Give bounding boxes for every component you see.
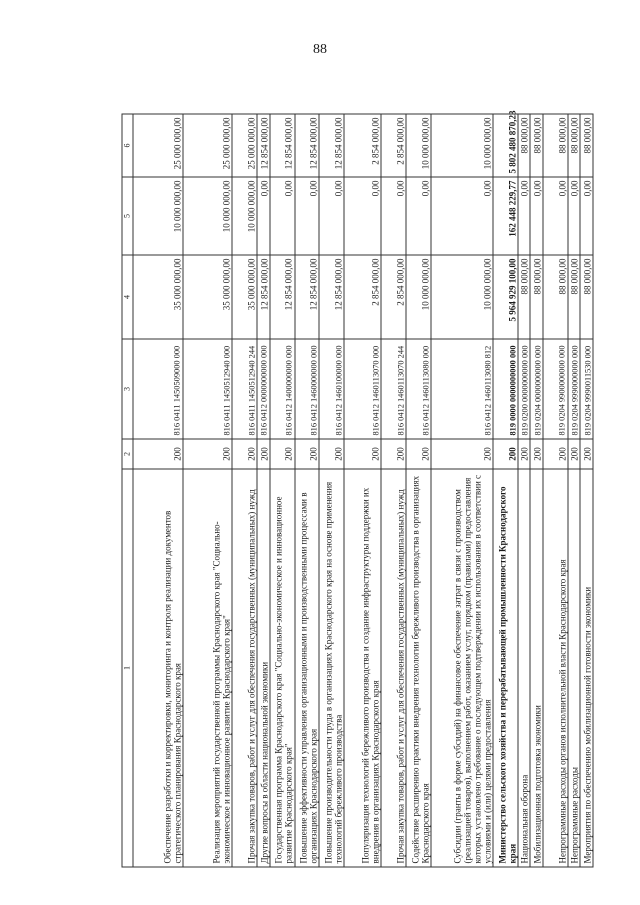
row-value-change: 0,00 xyxy=(381,177,406,255)
row-value-final: 2 854 000,00 xyxy=(381,114,406,177)
row-value-final: 88 000,00 xyxy=(543,114,568,177)
table-row xyxy=(257,114,270,867)
budget-table-rotated xyxy=(122,110,594,868)
column-header: 6 xyxy=(122,114,133,177)
row-value-approved: 88 000,00 xyxy=(580,255,593,339)
page-number: 88 xyxy=(313,42,327,57)
row-code: 200 xyxy=(543,439,568,469)
row-kbk: 816 0412 1460113080 000 xyxy=(406,339,431,439)
row-value-change: 0,00 xyxy=(543,177,568,255)
row-code: 200 xyxy=(270,439,295,469)
row-description: Реализация мероприятий государственной программы Краснодарского края "Социально-экономическое и инновационное развитие Краснодарского края" xyxy=(183,469,233,867)
row-value-final: 10 000 000,00 xyxy=(406,114,431,177)
row-value-approved: 88 000,00 xyxy=(543,255,568,339)
row-description: Мероприятия по обеспечению мобилизационной готовности экономики xyxy=(580,469,593,867)
row-description: Министерство сельского хозяйства и перерабатывающей промышленности Краснодарского края xyxy=(493,469,518,867)
row-code: 200 xyxy=(319,439,344,469)
row-value-approved: 88 000,00 xyxy=(530,255,543,339)
row-kbk: 816 0412 1460100000 000 xyxy=(319,339,344,439)
table-row xyxy=(530,114,543,867)
row-value-final: 12 854 000,00 xyxy=(319,114,344,177)
column-header: 2 xyxy=(122,439,133,469)
row-kbk: 819 0204 0000000000 000 xyxy=(530,339,543,439)
row-value-change: 0,00 xyxy=(295,177,320,255)
row-value-change: 0,00 xyxy=(530,177,543,255)
row-value-final: 12 854 000,00 xyxy=(270,114,295,177)
row-value-final: 10 000 000,00 xyxy=(431,114,493,177)
table-row xyxy=(406,114,431,867)
row-description: Субсидии (гранты в форме субсидий) на финансовое обеспечение затрат в связи с производством (реализацией товаров), выполнением работ, оказанием услуг, порядком (правилами) предоставления которых установлено требование о последующем подтверждении их использования в соответствии с условиями и (или) целями предоставления xyxy=(431,469,493,867)
table-row xyxy=(580,114,593,867)
row-value-final: 25 000 000,00 xyxy=(232,114,257,177)
row-code: 200 xyxy=(406,439,431,469)
row-code: 200 xyxy=(431,439,493,469)
column-header: 5 xyxy=(122,177,133,255)
row-code: 200 xyxy=(568,439,581,469)
row-value-final: 88 000,00 xyxy=(530,114,543,177)
row-value-change: 0,00 xyxy=(319,177,344,255)
column-header: 3 xyxy=(122,339,133,439)
row-value-change: 0,00 xyxy=(257,177,270,255)
row-code: 200 xyxy=(257,439,270,469)
row-value-change: 0,00 xyxy=(431,177,493,255)
table-row xyxy=(543,114,568,867)
row-value-final: 25 000 000,00 xyxy=(183,114,233,177)
row-value-change: 0,00 xyxy=(568,177,581,255)
row-description: Повышение производительности труда в организациях Краснодарского края на основе применения технологий бережливого производства xyxy=(319,469,344,867)
table-row xyxy=(344,114,381,867)
column-header: 4 xyxy=(122,255,133,339)
row-value-approved: 5 964 929 100,00 xyxy=(493,255,518,339)
row-kbk: 816 0412 1460000000 000 xyxy=(295,339,320,439)
row-value-approved: 12 854 000,00 xyxy=(257,255,270,339)
row-description: Содействие расширению практики внедрения технологии бережливого производства в организациях Краснодарского края xyxy=(406,469,431,867)
row-kbk: 816 0411 1450512940 244 xyxy=(232,339,257,439)
row-value-change: 0,00 xyxy=(518,177,531,255)
table-row xyxy=(518,114,531,867)
row-value-final: 5 802 480 870,23 xyxy=(493,114,518,177)
row-value-final: 12 854 000,00 xyxy=(295,114,320,177)
row-kbk: 816 0412 1400000000 000 xyxy=(270,339,295,439)
row-value-change: 0,00 xyxy=(344,177,381,255)
table-row xyxy=(381,114,406,867)
row-description: Непрограммные расходы органов исполнительной власти Краснодарского края xyxy=(543,469,568,867)
row-value-approved: 10 000 000,00 xyxy=(406,255,431,339)
row-value-final: 88 000,00 xyxy=(568,114,581,177)
row-code: 200 xyxy=(133,439,183,469)
row-value-approved: 12 854 000,00 xyxy=(270,255,295,339)
row-value-change: 10 000 000,00 xyxy=(183,177,233,255)
row-description: Мобилизационная подготовка экономики xyxy=(530,469,543,867)
row-code: 200 xyxy=(493,439,518,469)
row-code: 200 xyxy=(344,439,381,469)
row-kbk: 819 0204 9900000000 000 xyxy=(543,339,568,439)
row-kbk: 819 0204 9990011530 000 xyxy=(580,339,593,439)
row-kbk: 819 0204 9990000000 000 xyxy=(568,339,581,439)
row-value-approved: 10 000 000,00 xyxy=(431,255,493,339)
row-value-final: 88 000,00 xyxy=(518,114,531,177)
row-kbk: 816 0411 1450512940 000 xyxy=(183,339,233,439)
table-header-row xyxy=(122,114,133,867)
table-row xyxy=(568,114,581,867)
row-code: 200 xyxy=(183,439,233,469)
row-description: Прочая закупка товаров, работ и услуг для обеспечения государственных (муниципальных) нужд xyxy=(232,469,257,867)
row-value-approved: 88 000,00 xyxy=(518,255,531,339)
row-value-approved: 2 854 000,00 xyxy=(344,255,381,339)
row-value-change: 162 448 229,77 xyxy=(493,177,518,255)
column-header: 1 xyxy=(122,469,133,867)
row-value-change: 10 000 000,00 xyxy=(232,177,257,255)
table-row xyxy=(493,114,518,867)
row-value-approved: 2 854 000,00 xyxy=(381,255,406,339)
row-code: 200 xyxy=(295,439,320,469)
row-value-approved: 88 000,00 xyxy=(568,255,581,339)
row-kbk: 816 0412 1460113080 812 xyxy=(431,339,493,439)
table-row xyxy=(133,114,183,867)
row-code: 200 xyxy=(580,439,593,469)
row-kbk: 816 0412 1460113070 244 xyxy=(381,339,406,439)
row-value-change: 0,00 xyxy=(406,177,431,255)
row-description: Государственная программа Краснодарского края "Социально-экономическое и инновационное развитие Краснодарского края" xyxy=(270,469,295,867)
row-value-approved: 35 000 000,00 xyxy=(183,255,233,339)
row-description: Национальная оборона xyxy=(518,469,531,867)
table-row xyxy=(270,114,295,867)
row-description: Обеспечение разработки и корректировки, мониторинга и контроля реализации документов стратегического планирования Краснодарского края xyxy=(133,469,183,867)
row-value-final: 2 854 000,00 xyxy=(344,114,381,177)
row-description: Прочая закупка товаров, работ и услуг для обеспечения государственных (муниципальных) нужд xyxy=(381,469,406,867)
table-row xyxy=(431,114,493,867)
row-description: Непрограммные расходы xyxy=(568,469,581,867)
row-code: 200 xyxy=(518,439,531,469)
row-value-change: 0,00 xyxy=(580,177,593,255)
table-row xyxy=(295,114,320,867)
row-value-final: 88 000,00 xyxy=(580,114,593,177)
row-kbk: 816 0412 1460113070 000 xyxy=(344,339,381,439)
row-value-change: 10 000 000,00 xyxy=(133,177,183,255)
table-row xyxy=(232,114,257,867)
row-code: 200 xyxy=(530,439,543,469)
row-description: Повышение эффективности управления организационными и производственными процессами в организациях Краснодарского края xyxy=(295,469,320,867)
row-code: 200 xyxy=(232,439,257,469)
row-value-approved: 35 000 000,00 xyxy=(133,255,183,339)
row-kbk: 819 0200 0000000000 000 xyxy=(518,339,531,439)
row-kbk: 819 0000 0000000000 000 xyxy=(493,339,518,439)
row-value-approved: 12 854 000,00 xyxy=(319,255,344,339)
table-row xyxy=(183,114,233,867)
budget-table xyxy=(122,110,594,868)
row-description: Популяризация технологий бережливого производства и создание инфраструктуры поддержки их внедрения в организациях Краснодарского края xyxy=(344,469,381,867)
row-value-final: 25 000 000,00 xyxy=(133,114,183,177)
row-value-approved: 35 000 000,00 xyxy=(232,255,257,339)
row-code: 200 xyxy=(381,439,406,469)
row-value-change: 0,00 xyxy=(270,177,295,255)
row-value-approved: 12 854 000,00 xyxy=(295,255,320,339)
row-kbk: 816 0411 1450509000 000 xyxy=(133,339,183,439)
table-row xyxy=(319,114,344,867)
row-value-final: 12 854 000,00 xyxy=(257,114,270,177)
row-description: Другие вопросы в области национальной экономики xyxy=(257,469,270,867)
row-kbk: 816 0412 0000000000 000 xyxy=(257,339,270,439)
